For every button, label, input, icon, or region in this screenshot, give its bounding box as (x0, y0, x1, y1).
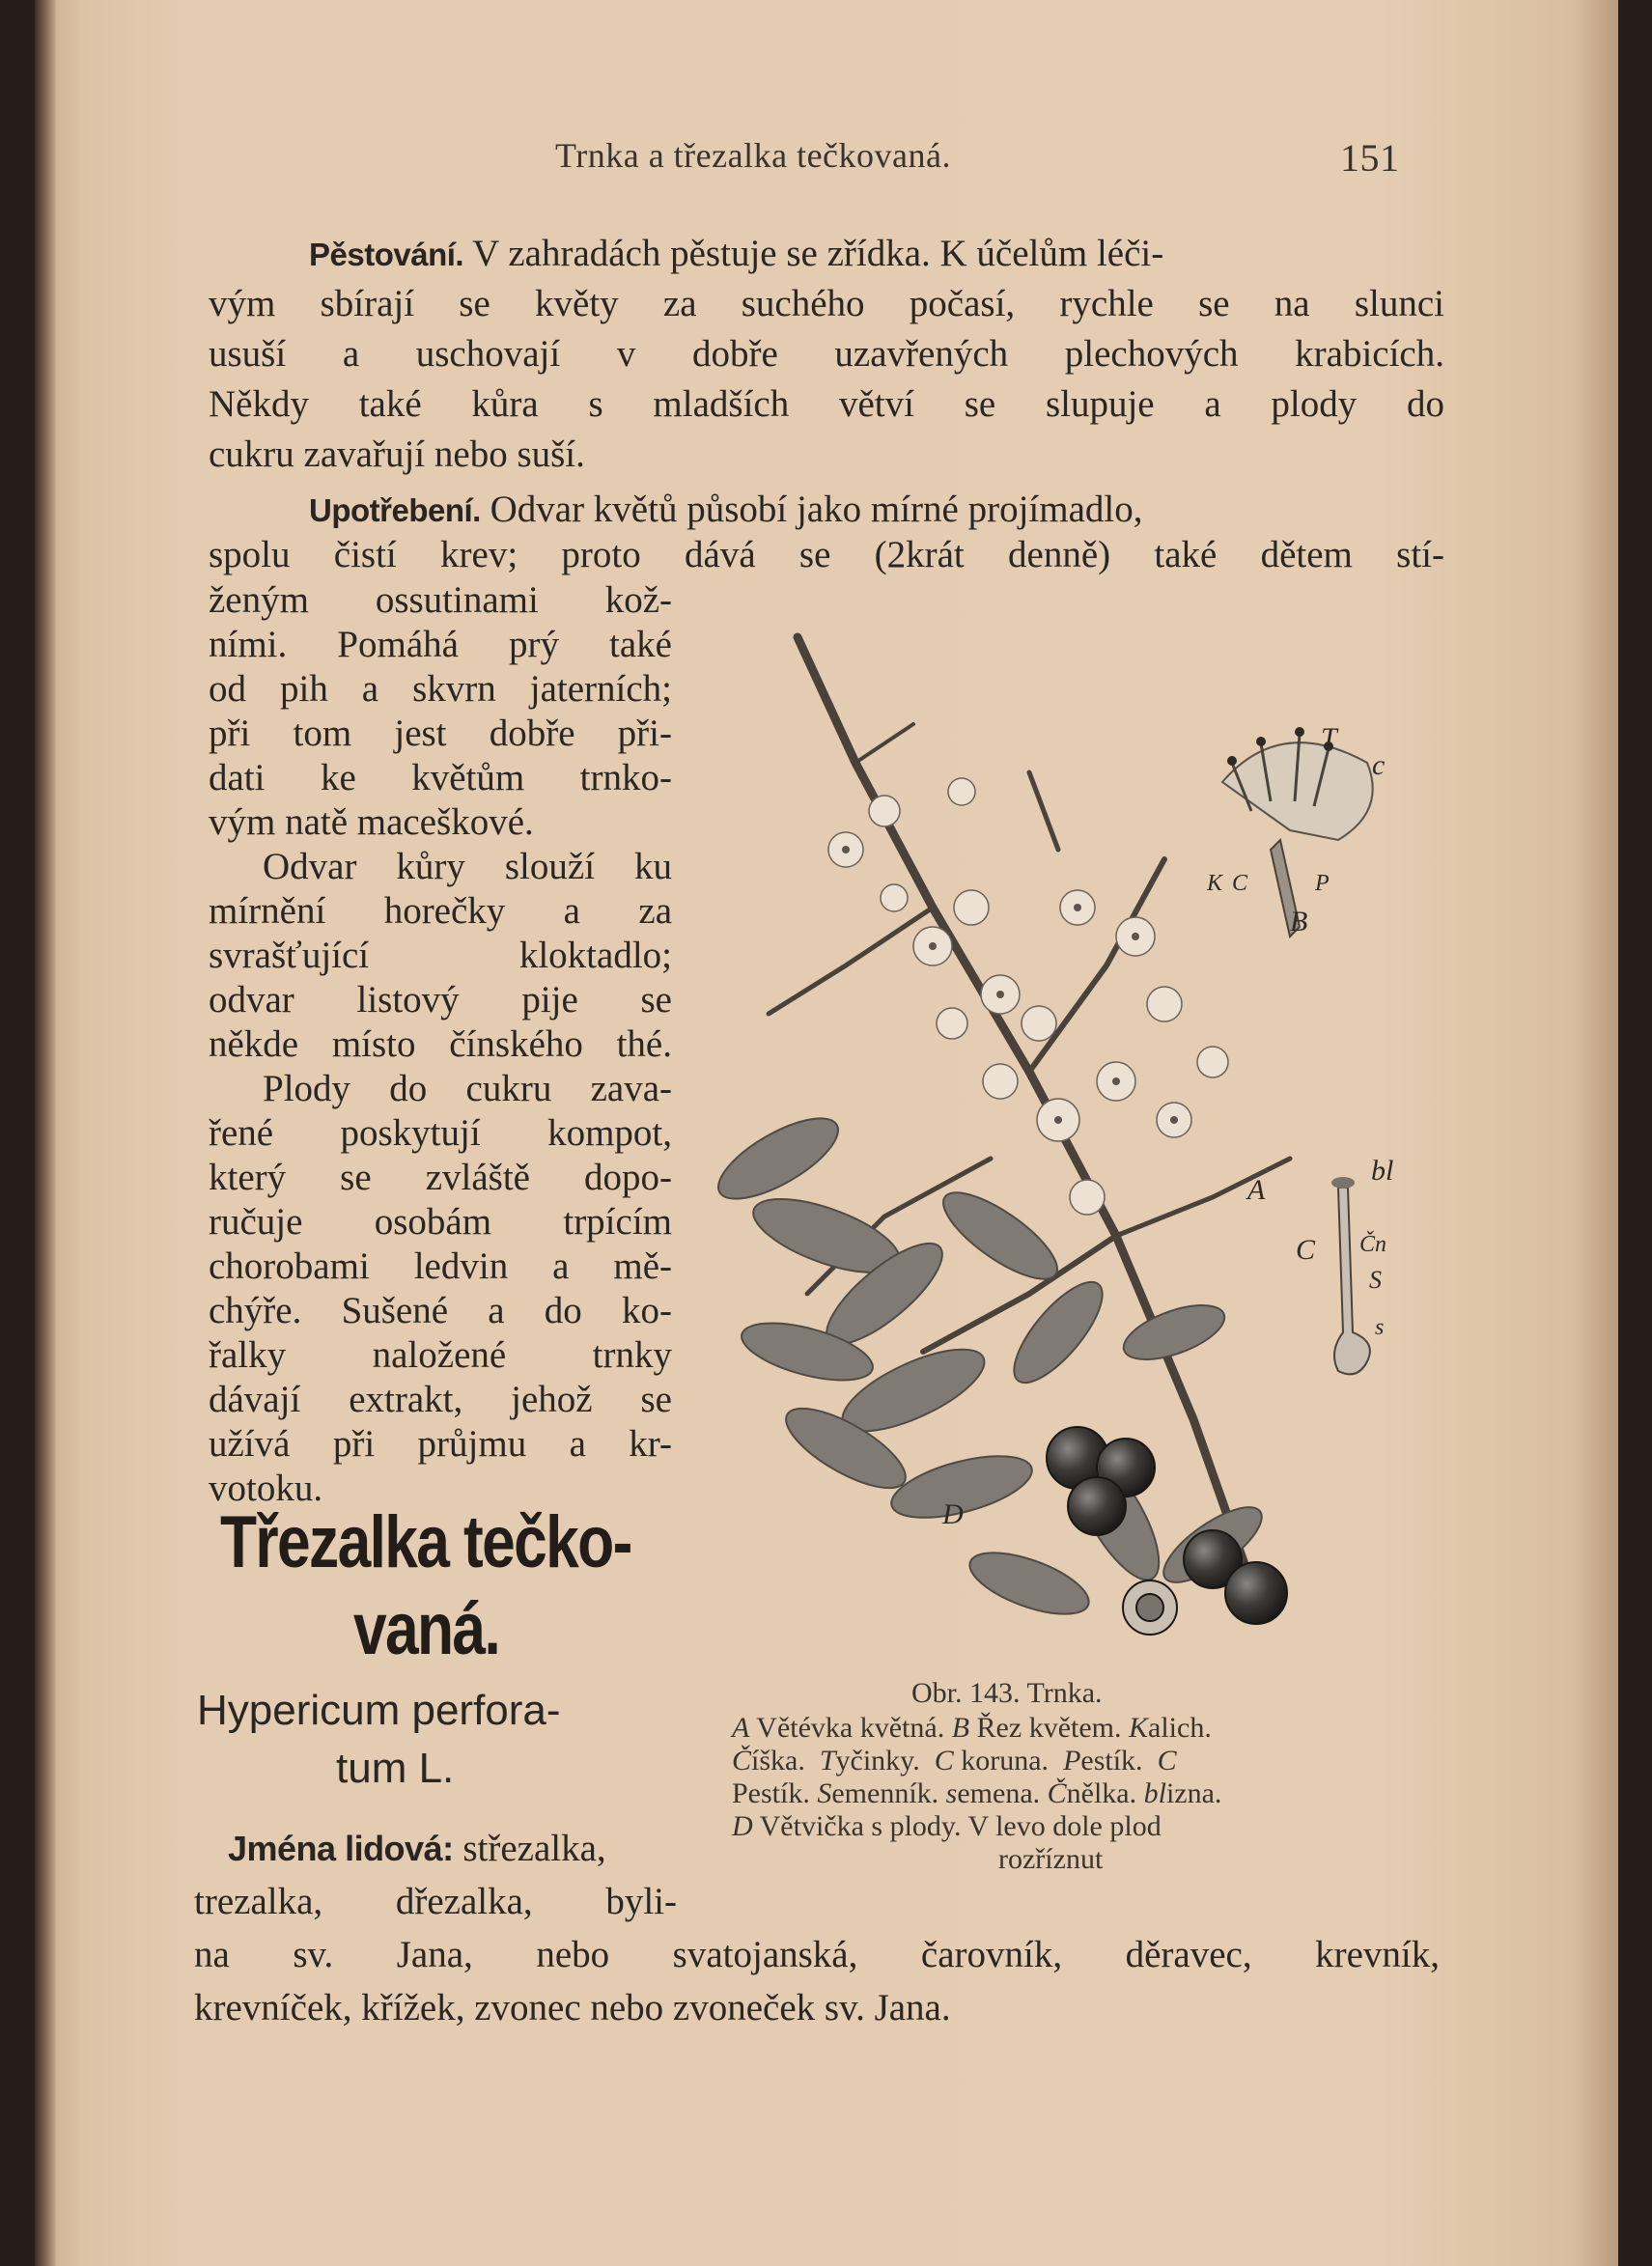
label-T: T (1321, 722, 1337, 754)
pestovani-line-5: cukru zavařují nebo suší. (209, 434, 585, 475)
upotrebeni-line-19: chýře. Sušené a do ko- (209, 1290, 672, 1331)
page-number: 151 (1340, 136, 1400, 180)
label-bl: bl (1371, 1155, 1394, 1187)
upotrebeni-line-17: ručuje osobám trpícím (209, 1201, 672, 1243)
pestovani-line-1: Pěstování. V zahradách pěstuje se zřídka. K účelům léči- (309, 233, 1164, 274)
upotrebeni-line-6: při tom jest dobře při- (209, 713, 672, 754)
names-line-4: krevníček, křížek, zvonec nebo zvoneček sv. Jana. (194, 1987, 951, 2028)
blossoms (828, 778, 1228, 1215)
label-C2: C (1296, 1234, 1316, 1266)
upotrebeni-line-7: dati ke květům trnko- (209, 757, 672, 798)
blackthorn-illustration (711, 618, 1425, 1661)
names-line-1: Jména lidová: střezalka, (228, 1828, 606, 1869)
upotrebeni-line-18: chorobami ledvin a mě- (209, 1245, 672, 1287)
pestovani-line-3: usuší a uschovají v dobře uzavřených plechových krabicích. (209, 333, 1444, 375)
latin-name-line-2: tum L. (336, 1745, 455, 1792)
names-line-3: na sv. Jana, nebo svatojanská, čarovník, děravec, krevník, (194, 1934, 1440, 1975)
upotrebeni-line-1: Upotřebení. Odvar květů působí jako mírné projímadlo, (309, 489, 1143, 530)
upotrebeni-line-12: odvar listový pije se (209, 979, 672, 1021)
upotrebeni-line-11: svrašťující kloktadlo; (209, 935, 672, 976)
names-lead: Jména lidová: (228, 1829, 454, 1868)
caption-line-4: D Větvička s plody. V levo dole plod (732, 1810, 1162, 1842)
label-C: C (1232, 871, 1248, 896)
upotrebeni-line-5: od pih a skvrn jaterních; (209, 668, 672, 710)
label-D: D (942, 1498, 964, 1530)
running-title: Trnka a třezalka tečkovaná. (555, 136, 951, 175)
latin-name-line-1: Hypericum perfora- (197, 1687, 561, 1734)
upotrebeni-line-14: Plody do cukru zava- (263, 1068, 672, 1109)
upotrebeni-line-13: někde místo čínského thé. (209, 1023, 672, 1065)
caption-line-1: A Větévka květná. B Řez květem. Kalich. (732, 1712, 1212, 1744)
label-B: B (1290, 906, 1308, 937)
upotrebeni-line-10: mírnění horečky a za (209, 890, 672, 932)
label-Cn: Čn (1359, 1232, 1387, 1257)
pestovani-lead: Pěstování. (309, 237, 464, 272)
pistil-c (1331, 1177, 1370, 1374)
caption-title: Obr. 143. Trnka. (911, 1677, 1103, 1709)
pestovani-line-4: Někdy také kůra s mladších větví se slupuje a plody do (209, 383, 1444, 425)
caption-line-2: Číška. Tyčinky. C koruna. Pestík. C (732, 1745, 1177, 1776)
upotrebeni-lead: Upotřebení. (309, 492, 481, 528)
upotrebeni-line-9: Odvar kůry slouží ku (263, 846, 672, 887)
upotrebeni-line-3: ženým ossutinami kož- (209, 579, 672, 621)
label-A: A (1247, 1174, 1266, 1206)
pestovani-line-2: vým sbírají se květy za suchého počasí, rychle se na slunci (209, 283, 1444, 324)
book-page (35, 0, 1618, 2266)
label-P: P (1315, 871, 1330, 896)
upotrebeni-line-23: votoku. (209, 1468, 323, 1509)
label-s: s (1375, 1315, 1385, 1340)
upotrebeni-line-15: řené poskytují kompot, (209, 1112, 672, 1154)
upotrebeni-line-16: který se zvláště dopo- (209, 1157, 672, 1198)
upotrebeni-line-2: spolu čistí krev; proto dává se (2krát denně) také dětem stí- (209, 534, 1444, 575)
upotrebeni-line-22: užívá při průjmu a kr- (209, 1423, 672, 1465)
section-title-line-1: Třezalka tečko- (220, 1501, 631, 1583)
page-spine-shadow (35, 0, 56, 2266)
caption-line-5: rozříznut (998, 1843, 1104, 1875)
label-K: K (1207, 871, 1223, 896)
upotrebeni-line-8: vým natě maceškové. (209, 801, 534, 843)
upotrebeni-line-4: ními. Pomáhá prý také (209, 624, 672, 665)
label-S: S (1369, 1266, 1382, 1294)
upotrebeni-line-21: dávají extrakt, jehož se (209, 1379, 672, 1420)
section-title-line-2: vaná. (353, 1588, 500, 1670)
upotrebeni-line-20: řalky naložené trnky (209, 1334, 672, 1376)
names-line-2: trezalka, dřezalka, byli- (194, 1881, 677, 1922)
label-c: c (1372, 749, 1386, 781)
caption-line-3: Pestík. Semenník. semena. Čnělka. blizna. (732, 1777, 1222, 1809)
